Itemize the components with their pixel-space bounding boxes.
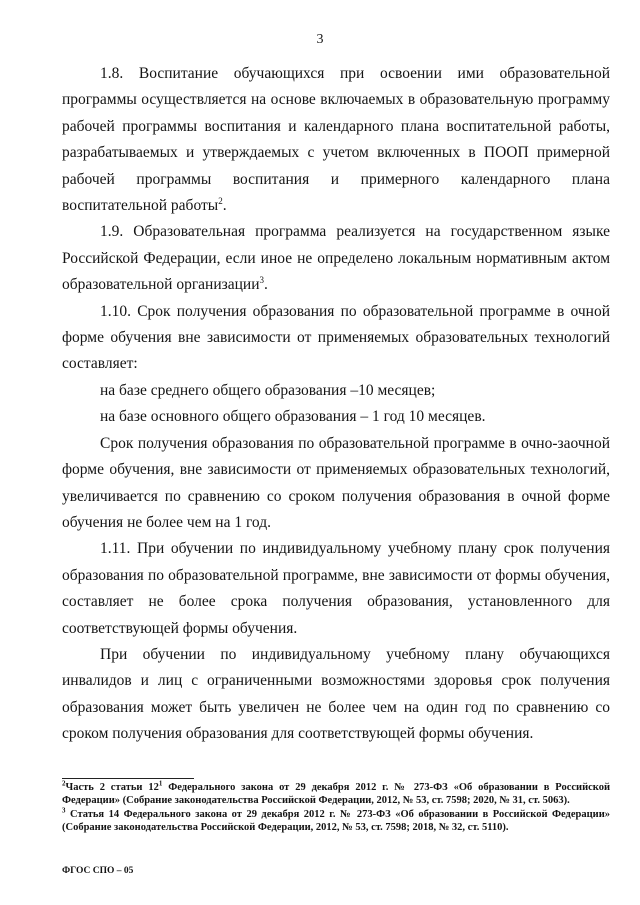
footnote-3: $^3$ Статья 14 Федерального закона от 29 декабря 2012 г. № 273-ФЗ «Об образовании в Российской Федерации» (Собрание законодательства Российской Федерации, 2012, № 53, ст. 7598; 2018, № 32, ст. 5110).	[62, 806, 610, 833]
list-item-basic-general: на базе основного общего образования – 1 год 10 месяцев.	[100, 408, 486, 426]
page-number: 3	[316, 32, 324, 47]
footer-code: ФГОС СПО – 05	[62, 866, 134, 876]
paragraph-1-10: 1.10. Срок получения образования по образовательной программе в очной форме обучения вне зависимости от применяемых образовательных технологий составляет:	[62, 302, 610, 373]
footnote-divider	[62, 778, 194, 779]
footnote-ref-2[interactable]: 2	[218, 195, 223, 206]
paragraph-part-time: Срок получения образования по образовательной программе в очно-заочной форме обучения, вне зависимости от применяемых образовательных технологий, увеличивается по сравнению со сроком получения образования в очной форме обучения не более чем на 1 год.	[62, 434, 610, 531]
document-body	[62, 61, 610, 748]
footnotes	[62, 781, 610, 835]
footnote-2: $^2$Часть 2 статьи $12^1$ Федерального закона от 29 декабря 2012 г. № 273-ФЗ «Об образовании в Российской Федерации» (Собрание законодательства Российской Федерации, 2012, № 53, ст. 7598; 2020, № 31, ст. 5063).	[62, 779, 610, 806]
paragraph-1-9: 1.9. Образовательная программа реализуется на государственном языке Российской Федерации, если иное не определено локальным нормативным актом образовательной организации$^3$.	[62, 223, 610, 294]
paragraph-1-8: 1.8. Воспитание обучающихся при освоении ими образовательной программы осуществляется на основе включаемых в образовательную программу рабочей программы воспитания и календарного плана воспитательной работы, разрабатываемых и утверждаемых с учетом включенных в ПООП примерной рабочей программы воспитания и примерного календарного плана воспитательной работы$^2$.	[62, 65, 610, 215]
list-item-secondary-general: на базе среднего общего образования –10 месяцев;	[100, 381, 436, 399]
footnote-ref-3[interactable]: 3	[259, 275, 265, 286]
paragraph-disabilities: При обучении по индивидуальному учебному плану обучающихся инвалидов и лиц с ограниченными возможностями здоровья срок получения образования может быть увеличен не более чем на один год по сравнению со сроком получения образования для соответствующей формы обучения.	[62, 645, 610, 743]
paragraph-1-11: 1.11. При обучении по индивидуальному учебному плану срок получения образования по образовательной программе, вне зависимости от формы обучения, составляет не более срока получения образования, установленного для соответствующей формы обучения.	[62, 540, 610, 637]
